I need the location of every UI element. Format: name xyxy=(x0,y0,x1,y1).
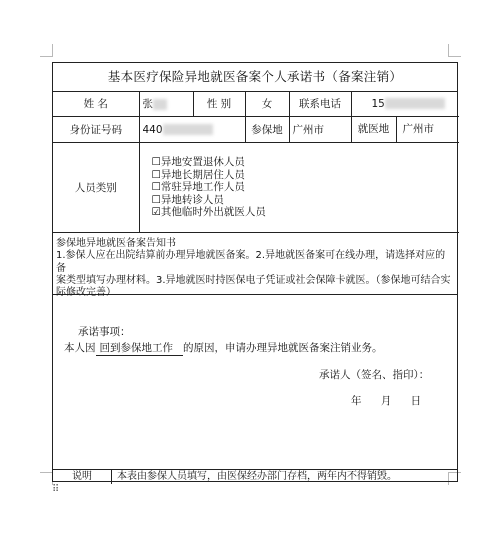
table-row xyxy=(53,91,459,117)
promise-statement xyxy=(64,340,383,356)
checkbox-icon[interactable]: ☐ xyxy=(151,156,161,169)
notice-section xyxy=(53,237,457,299)
gender-value[interactable]: 女 xyxy=(245,91,289,117)
medical-place-cell xyxy=(351,117,459,143)
option-label: 异地转诊人员 xyxy=(160,193,224,206)
promise-heading: 承诺事项： xyxy=(78,326,131,338)
category-option[interactable] xyxy=(152,194,457,207)
insured-place-value[interactable]: 广州市 xyxy=(289,117,351,143)
footer-label: 说明 xyxy=(53,470,112,484)
checkbox-icon[interactable]: ☐ xyxy=(151,168,161,181)
checked-checkbox-icon[interactable]: ☑ xyxy=(151,206,161,219)
promise-section xyxy=(53,295,457,469)
page-corner-mark xyxy=(40,44,53,57)
promise-suffix: 的原因，申请办理异地就医备案注销业务。 xyxy=(183,342,383,354)
category-label: 人员类别 xyxy=(53,143,139,233)
category-option[interactable] xyxy=(152,169,457,182)
phone-value: 15 xyxy=(371,97,385,110)
name-value: 张 xyxy=(142,98,153,110)
medical-place-value[interactable]: 广州市 xyxy=(402,123,434,135)
option-label: 常驻异地工作人员 xyxy=(160,181,245,194)
medical-place-label: 就医地 xyxy=(352,117,397,142)
footer-note xyxy=(53,469,457,484)
table-row xyxy=(53,143,459,233)
date-label: 年 月 日 xyxy=(351,395,422,407)
insured-place-label: 参保地 xyxy=(245,117,289,143)
table-row xyxy=(53,117,459,143)
checkbox-icon[interactable]: ☐ xyxy=(151,193,161,206)
promise-prefix: 本人因 xyxy=(64,342,96,354)
option-label: 异地安置退休人员 xyxy=(160,156,245,169)
notice-line: 案类型填写办理材料。3.异地就医时持医保电子凭证或社会保障卡就医。（参保地可结合实 xyxy=(56,274,451,286)
id-label: 身份证号码 xyxy=(53,117,139,143)
page-corner-mark xyxy=(448,44,461,57)
name-label: 姓 名 xyxy=(53,91,139,117)
commitment-form xyxy=(52,62,458,482)
option-label: 其他临时外出就医人员 xyxy=(160,206,266,219)
category-option[interactable] xyxy=(152,156,457,169)
category-option[interactable] xyxy=(152,181,457,194)
phone-label: 联系电话 xyxy=(289,91,351,117)
redaction-blur xyxy=(385,98,445,109)
redaction-blur xyxy=(153,99,167,110)
signature-label: 承诺人（签名、指印）： xyxy=(319,369,430,381)
notice-heading: 参保地异地就医备案告知书 xyxy=(56,238,176,249)
notice-line: 际修改完善） xyxy=(56,287,116,299)
table-move-handle-icon[interactable]: ⠿ xyxy=(52,484,60,495)
phone-value-cell[interactable] xyxy=(351,91,459,117)
redaction-blur xyxy=(163,124,213,135)
name-value-cell[interactable] xyxy=(139,91,193,117)
checkbox-icon[interactable]: ☐ xyxy=(151,181,161,194)
id-value: 440 xyxy=(142,123,163,136)
footer-text: 本表由参保人员填写，由医保经办部门存档，两年内不得销毁。 xyxy=(117,471,397,482)
category-option[interactable] xyxy=(152,206,457,219)
id-value-cell[interactable] xyxy=(139,117,245,143)
info-table xyxy=(53,91,459,233)
form-title: 基本医疗保险异地就医备案个人承诺书（备案注销） xyxy=(53,63,457,92)
notice-line: 1.参保人应在出院结算前办理异地就医备案。2.异地就医备案可在线办理，请选择对应的备 xyxy=(56,250,446,274)
gender-label: 性 别 xyxy=(193,91,245,117)
option-label: 异地长期居住人员 xyxy=(160,168,245,181)
reason-field[interactable]: 回到参保地工作 xyxy=(96,340,184,356)
category-options xyxy=(139,143,459,233)
